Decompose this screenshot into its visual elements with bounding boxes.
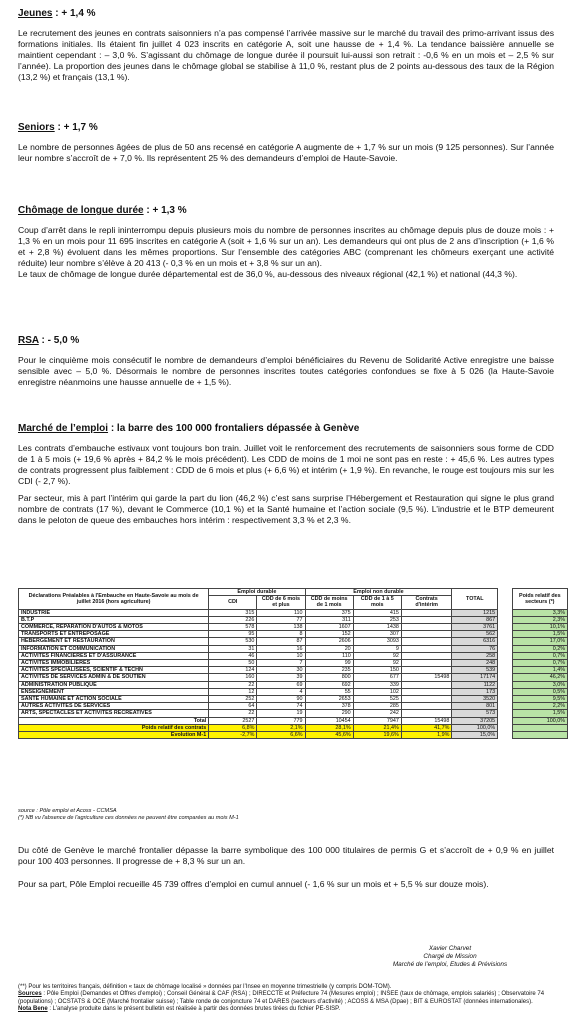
table-cell: 160	[209, 674, 257, 681]
table-cell: 124	[209, 667, 257, 674]
section-marche-emploi	[18, 423, 554, 526]
row-label: INDUSTRIE	[19, 609, 209, 616]
table-cell: 677	[353, 674, 401, 681]
table-cell: 307	[353, 631, 401, 638]
table-cell: 252	[209, 696, 257, 703]
table-title: Déclarations Préalables à l'Embauche en Haute-Savoie au mois de juillet 2016 (hors agriculture)	[19, 589, 209, 610]
table-cell: 339	[353, 681, 401, 688]
table-cell: 152	[305, 631, 353, 638]
table-cell: 0,7%	[512, 660, 567, 667]
cld-paragraph-2: Le taux de chômage de longue durée départemental est de 36,0 %, au-dessous des niveaux régional (42,1 %) et national (44,3 %).	[18, 269, 518, 279]
table-cell: 530	[209, 638, 257, 645]
table-cell: 77	[257, 616, 305, 623]
table-cell: 9,5%	[512, 696, 567, 703]
table-cell: 1,5%	[512, 631, 567, 638]
table-cell: 17,0%	[512, 638, 567, 645]
rsa-paragraph: Pour le cinquième mois consécutif le nombre de demandeurs d’emploi bénéficiaires du Revenu de Solidarité Active enregistre une baisse sensible avec – 5,0 %. Désormais le nombre de personnes inscrites toutes catégories confondues se fixe à 5 026 (la Haute-Savoie enregistre néanmoins une hausse annuelle de + 1,5 %).	[18, 355, 554, 387]
table-cell: 801	[452, 703, 498, 710]
table-cell: 55	[305, 688, 353, 695]
table-cell: 41,7%	[401, 724, 452, 731]
table-cell: 110	[257, 609, 305, 616]
table-cell	[401, 652, 452, 659]
table-cell	[401, 616, 452, 623]
section-geneve	[18, 845, 554, 890]
table-cell: 50	[209, 660, 257, 667]
table-row	[19, 732, 568, 739]
table-cell: 3093	[353, 638, 401, 645]
table-cell: 375	[305, 609, 353, 616]
table-cell: 258	[452, 652, 498, 659]
table-row	[19, 696, 568, 703]
table-cell: 253	[353, 616, 401, 623]
table-cell: 16	[257, 645, 305, 652]
table-cell: 92	[353, 660, 401, 667]
table-cell: 311	[305, 616, 353, 623]
table-cell: 92	[353, 652, 401, 659]
table-cell: 19,6%	[353, 732, 401, 739]
table-cell: 39	[257, 674, 305, 681]
table-cell: 4	[257, 688, 305, 695]
table-cell: 2,1%	[257, 724, 305, 731]
table-cell: 15498	[401, 717, 452, 724]
row-label: Poids relatif des contrats	[19, 724, 209, 731]
row-label: ACTIVITES SPECIALISEES, SCIENTIF & TECHN	[19, 667, 209, 674]
table-cell: 46	[209, 652, 257, 659]
signature-role: Chargé de Mission	[423, 953, 477, 960]
header-poids-secteurs: Poids relatif des secteurs (*)	[512, 589, 567, 610]
table-cell	[401, 667, 452, 674]
table-row	[19, 674, 568, 681]
row-label: Total	[19, 717, 209, 724]
table-cell: 867	[452, 616, 498, 623]
row-label: ACTIVITES FINANCIERES ET D'ASSURANCE	[19, 652, 209, 659]
geneve-paragraph-2: Pour sa part, Pôle Emploi recueille 45 739 offres d’emploi en cumul annuel (- 1,6 % sur un mois et + 5,5 % sur douze mois).	[18, 879, 489, 889]
table-cell: -2,7%	[209, 732, 257, 739]
row-label: ADMINISTRATION PUBLIQUE	[19, 681, 209, 688]
table-cell	[401, 624, 452, 631]
jeunes-heading: Jeunes : + 1,4 %	[18, 8, 96, 19]
row-label: ACTIVITES IMMOBILIERES	[19, 660, 209, 667]
table-cell: 87	[257, 638, 305, 645]
table-cell: 90	[257, 696, 305, 703]
table-cell: 45,6%	[305, 732, 353, 739]
table-cell: 100,0%	[512, 717, 567, 724]
signature-name: Xavier Charvet	[428, 945, 472, 952]
table-cell: 69	[257, 681, 305, 688]
table-cell: 3,3%	[512, 609, 567, 616]
table-cell: 285	[353, 703, 401, 710]
table-note: (*) NB vu l'absence de l'agriculture ces données ne peuvent être comparées au mois M-1	[18, 815, 239, 821]
table-source: source : Pôle emploi et Acoss - CCMSA	[18, 808, 117, 814]
section-seniors	[18, 122, 554, 164]
table-cell: 2,3%	[512, 616, 567, 623]
section-jeunes	[18, 8, 554, 83]
table-cell: 3761	[452, 624, 498, 631]
table-cell: 248	[452, 660, 498, 667]
table-cell	[401, 696, 452, 703]
table-row	[19, 703, 568, 710]
table-cell: 779	[257, 717, 305, 724]
table-cell: 28,1%	[305, 724, 353, 731]
row-label: ARTS, SPECTACLES ET ACTIVITES RECREATIVES	[19, 710, 209, 717]
table-cell: 100,0%	[452, 724, 498, 731]
table-row	[19, 609, 568, 616]
table-cell: 1,4%	[512, 667, 567, 674]
geneve-paragraph-1: Du côté de Genève le marché frontalier dépasse la barre symbolique des 100 000 titulaires de permis G et s’accroît de + 0,9 % en juillet pour 100 403 personnes. Il progresse de + 8,3 % sur un an.	[18, 845, 554, 866]
table-cell: 1122	[452, 681, 498, 688]
marche-paragraph-2: Par secteur, mis à part l’intérim qui garde la part du lion (46,2 %) c’est sans surprise l’Hébergement et Restauration qui signe le plus grand nombre de contrats (17 %), devant le Commerce (10,1 %) et la Santé humaine et l’action sociale (9,5 %). L’industrie et le BTP demeurent dans le peloton de queue des embauches hors intérim : respectivement 3,3 % et 2,3 %.	[18, 493, 554, 525]
table-row	[19, 717, 568, 724]
table-row	[19, 616, 568, 623]
table-cell: 573	[452, 710, 498, 717]
table-cell: 1438	[353, 624, 401, 631]
table-cell	[512, 724, 567, 731]
table-cell: 173	[452, 688, 498, 695]
table-cell: 2527	[209, 717, 257, 724]
row-label: ENSEIGNEMENT	[19, 688, 209, 695]
section-chomage-longue-duree	[18, 205, 554, 280]
table-cell: 6,6%	[257, 732, 305, 739]
table-cell: 10454	[305, 717, 353, 724]
table-cell: 290	[305, 710, 353, 717]
table-cell: 2,2%	[512, 703, 567, 710]
table-cell	[401, 688, 452, 695]
table-cell: 8	[257, 631, 305, 638]
row-label: TRANSPORTS ET ENTREPOSAGE	[19, 631, 209, 638]
table-cell: 6,8%	[209, 724, 257, 731]
table-cell: 415	[353, 609, 401, 616]
table-cell	[512, 732, 567, 739]
table-cell: 150	[353, 667, 401, 674]
table-row	[19, 688, 568, 695]
table-cell	[401, 660, 452, 667]
table-row	[19, 667, 568, 674]
table-row	[19, 638, 568, 645]
table-cell: 30	[257, 667, 305, 674]
table-cell: 2606	[305, 638, 353, 645]
table-cell: 95	[209, 631, 257, 638]
section-rsa	[18, 335, 554, 388]
table-cell	[401, 638, 452, 645]
footer-notes	[18, 984, 558, 1014]
marche-heading: Marché de l’emploi : la barre des 100 000 frontaliers dépassée à Genève	[18, 423, 360, 434]
row-label: B.T.P	[19, 616, 209, 623]
table-cell: 226	[209, 616, 257, 623]
signature-dept: Marché de l’emploi, Etudes & Prévisions	[392, 961, 508, 968]
row-label: Evolution M-1	[19, 732, 209, 739]
table-cell: 0,7%	[512, 652, 567, 659]
table-cell: 15498	[401, 674, 452, 681]
table-cell: 21,4%	[353, 724, 401, 731]
cld-heading: Chômage de longue durée : + 1,3 %	[18, 205, 187, 216]
group-emploi-non-durable: Emploi non durable	[305, 589, 452, 596]
row-label: HEBERGEMENT ET RESTAURATION	[19, 638, 209, 645]
footer-sources: Sources : Pôle Emploi (Demandes et Offres d’emploi) ; Conseil Général & CAF (RSA) ; DIRECCTE et Préfecture 74 (Mesures emploi) ; INSEE (taux de chômage, emplois salariés) ; Observatoire 74 (populations) ; OCSTATS & OCE (Marché frontalier suisse) ; Table ronde de conjoncture 74 et DARES (secteurs d’activité) ; ACOSS & MSA (Dpae) ; BIT & EUROSTAT (données internationales).	[18, 991, 545, 1005]
footer-definition: (**) Pour les territoires français, définition « taux de chômage localisé » données par l’Insee en moyenne trimestrielle (y compris DOM-TOM).	[18, 984, 392, 990]
table-row	[19, 624, 568, 631]
table-cell: 7947	[353, 717, 401, 724]
header-cdd-1-5-mois: CDD de 1 à 5 mois	[353, 596, 401, 609]
header-cdi: CDI	[209, 596, 257, 609]
table-cell: 1,9%	[401, 732, 452, 739]
table-cell: 10	[257, 652, 305, 659]
table-cell: 15,0%	[452, 732, 498, 739]
signature-block	[350, 945, 550, 969]
table-cell: 6316	[452, 638, 498, 645]
table-cell	[401, 681, 452, 688]
table-row	[19, 631, 568, 638]
table-cell: 22	[209, 681, 257, 688]
table-cell: 22	[209, 710, 257, 717]
table-cell: 3,0%	[512, 681, 567, 688]
table-cell: 64	[209, 703, 257, 710]
table-row	[19, 681, 568, 688]
table-cell: 7	[257, 660, 305, 667]
table-cell: 539	[452, 667, 498, 674]
table-row	[19, 724, 568, 731]
table-cell: 2653	[305, 696, 353, 703]
table-cell: 20	[305, 645, 353, 652]
row-label: SANTE HUMAINE ET ACTION SOCIALE	[19, 696, 209, 703]
group-emploi-durable: Emploi durable	[209, 589, 305, 596]
table-cell	[401, 609, 452, 616]
table-row	[19, 660, 568, 667]
cld-paragraph-1: Coup d’arrêt dans le repli ininterrompu depuis plusieurs mois du nombre de personnes inscrites au chômage depuis plus de douze mois : + 1,3 % en un mois pour 11 695 inscrites en catégorie A (soit + 1,6 % sur un an). Les demandeurs qui ont plus de 2 ans d’inscription (+ 1,6 % et + 2,8 %) évoluent dans les mêmes proportions. Sur l’ensemble des catégories ABC (comprenant les chômeurs exerçant une activité réduite) leur nombre s’élève à 20 413 (- 0,3 % en un mois et + 3,8 % sur un an).	[18, 225, 554, 268]
table-cell: 1,5%	[512, 710, 567, 717]
table-row	[19, 710, 568, 717]
table-cell: 76	[452, 645, 498, 652]
footer-nota-bene: Nota Bene : L’analyse produite dans le présent bulletin est réalisée à partir des données brutes tirées du fichier PE-SISP.	[18, 1006, 341, 1013]
row-label: INFORMATION ET COMMUNICATION	[19, 645, 209, 652]
table-cell: 99	[305, 660, 353, 667]
table-cell: 1607	[305, 624, 353, 631]
table-cell: 37205	[452, 717, 498, 724]
rsa-heading: RSA : - 5,0 %	[18, 335, 80, 346]
table-cell: 102	[353, 688, 401, 695]
table-cell: 562	[452, 631, 498, 638]
table-cell	[401, 631, 452, 638]
table-cell: 800	[305, 674, 353, 681]
table-cell: 74	[257, 703, 305, 710]
header-total: TOTAL	[452, 589, 498, 610]
table-cell: 12	[209, 688, 257, 695]
table-cell	[401, 703, 452, 710]
row-label: ACTIVITES DE SERVICES ADMIN & DE SOUTIEN	[19, 674, 209, 681]
table-cell: 3520	[452, 696, 498, 703]
seniors-paragraph: Le nombre de personnes âgées de plus de 50 ans recensé en catégorie A augmente de + 1,7 % sur un mois (9 125 personnes). Sur l’année leur nombre s’accroît de + 7,0 %. Ils représentent 25 % des demandeurs d’emploi de Haute-Savoie.	[18, 142, 554, 163]
table-cell: 110	[305, 652, 353, 659]
table-cell: 315	[209, 609, 257, 616]
table-cell: 17174	[452, 674, 498, 681]
table-cell: 378	[305, 703, 353, 710]
table-row	[19, 645, 568, 652]
header-cdd-moins-1-mois: CDD de moins de 1 mois	[305, 596, 353, 609]
marche-paragraph-1: Les contrats d’embauche estivaux vont toujours bon train. Juillet voit le renforcement des recrutements de saisonniers sous forme de CDD de 1 à 5 mois (+ 19,6 % après + 84,2 % le mois précédent). Les CDD de moins de 1 moi ne sont pas en reste : + 45,6 %. Les autres types de contrats progressent plus faiblement : CDD de 6 mois et plus (+ 6,6 %) et intérim (+ 1,9 %). En revanche, le rouge est toujours mis sur les CDI (- 2,7 %).	[18, 443, 554, 486]
table-cell	[401, 645, 452, 652]
table-cell: 19	[257, 710, 305, 717]
header-interim: Contrats d'intérim	[401, 596, 452, 609]
table-cell: 1215	[452, 609, 498, 616]
table-cell: 235	[305, 667, 353, 674]
row-label: COMMERCE, REPARATION D'AUTOS & MOTOS	[19, 624, 209, 631]
header-cdd-6-mois: CDD de 6 mois et plus	[257, 596, 305, 609]
table-cell: 46,2%	[512, 674, 567, 681]
table-cell: 138	[257, 624, 305, 631]
seniors-heading: Seniors : + 1,7 %	[18, 122, 98, 133]
table-cell: 0,5%	[512, 688, 567, 695]
dpae-table	[18, 588, 568, 739]
jeunes-paragraph: Le recrutement des jeunes en contrats saisonniers n’a pas compensé l’arrivée massive sur le marché du travail des primo-arrivant issus des formations initiales. Ils étaient fin juillet 4 023 inscrits en catégorie A, soit une hausse de + 1,4 %. La tendance baissière annuelle se maintient cependant : – 3,0 %. S’agissant du chômage de longue durée il poursuit lui-aussi son retrait : -0,6 % en un mois et – 2,5 % sur l’année). La proportion des jeunes dans le chômage global se stabilise à 11,0 %, restant plus de 2 points au-dessous des taux de la Région (13,2 %) et français (13,1 %).	[18, 28, 554, 82]
table-cell	[401, 710, 452, 717]
table-cell: 9	[353, 645, 401, 652]
table-cell: 10,1%	[512, 624, 567, 631]
table-cell: 525	[353, 696, 401, 703]
table-cell: 692	[305, 681, 353, 688]
table-cell: 31	[209, 645, 257, 652]
table-cell: 0,2%	[512, 645, 567, 652]
table-cell: 578	[209, 624, 257, 631]
table-cell: 242	[353, 710, 401, 717]
table-row	[19, 652, 568, 659]
row-label: AUTRES ACTIVITES DE SERVICES	[19, 703, 209, 710]
